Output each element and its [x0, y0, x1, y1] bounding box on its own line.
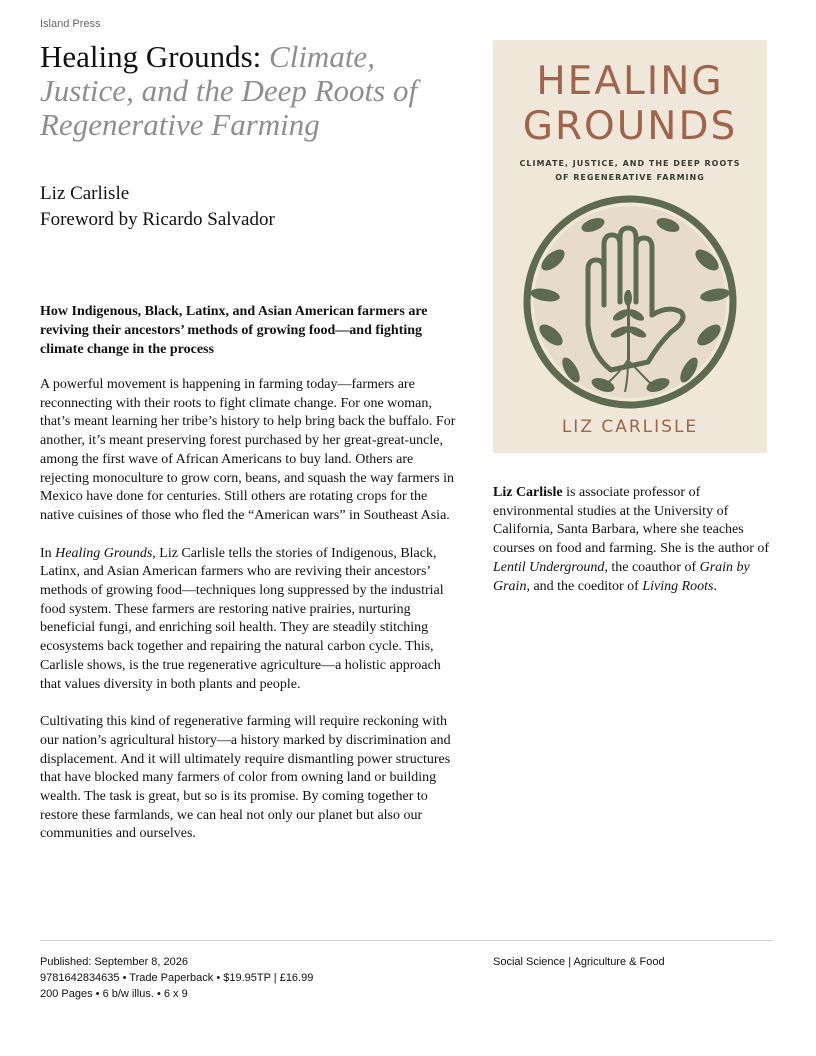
cover-art-circle: [527, 199, 733, 405]
bio-author-name: Liz Carlisle: [493, 485, 563, 500]
title-subtitle: Climate, Justice, and the Deep Roots of Regenerative Farming: [40, 39, 418, 142]
foreword-credit: Foreword by Ricardo Salvador: [40, 209, 275, 230]
cover-subtitle-line1: CLIMATE, JUSTICE, AND THE DEEP ROOTS: [519, 159, 741, 168]
cover-title-line1: HEALING: [536, 59, 724, 104]
book-cover: [493, 40, 767, 453]
author-bio: Liz Carlisle is associate professor of environmental studies at the University of California, Santa Barbara, where she teaches courses on food and farming. She is the author of Lentil Underground, the coauthor of Grain by Grain, and the coeditor of Living Roots.: [493, 485, 770, 594]
bio-book-3: Living Roots: [642, 578, 714, 594]
description-paragraph-3: Cultivating this kind of regenerative farming will require reckoning with our nation’s agricultural history—a history marked by discrimination and displacement. And it will ultimately require dismantling power structures that have blocked many farmers of color from owning land or building wealth. The task is great, but so is its promise. By coming together to restore these farmlands, we can heal not only our planet but also our communities and ourselves.: [40, 714, 451, 842]
isbn-format-price: 9781642834635 • Trade Paperback • $19.95TP | £16.99: [40, 972, 314, 984]
publication-details: [40, 954, 313, 1002]
author-block: [40, 181, 275, 233]
author-name: Liz Carlisle: [40, 183, 130, 204]
subject-categories: Social Science | Agriculture & Food: [493, 956, 665, 968]
bio-book-2: Grain by Grain,: [493, 559, 750, 594]
description: [40, 376, 460, 863]
cover-author: LIZ CARLISLE: [561, 417, 699, 437]
publication-date: Published: September 8, 2026: [40, 956, 188, 968]
description-paragraph-2: In Healing Grounds, Liz Carlisle tells the stories of Indigenous, Black, Latinx, and Asian American farmers who are reviving their ancestors’ methods of growing food—techniques long suppressed by the industrial food system. These farmers are restoring native prairies, nurturing beneficial fungi, and enriching soil health. They are steadily stitching ecosystems back together and repairing the natural carbon cycle. This, Carlisle shows, is the true regenerative agriculture—a holistic approach that values diversity in both plants and people.: [40, 545, 444, 692]
footer-divider: [40, 940, 773, 941]
page-count: 200 Pages • 6 b/w illus. • 6 x 9: [40, 988, 188, 1000]
tagline: How Indigenous, Black, Latinx, and Asian American farmers are reviving their ancestors’ methods of growing food—and fighting climate change in the process: [40, 304, 428, 357]
bio-book-1: Lentil Underground,: [493, 559, 608, 575]
book-title: [40, 40, 460, 142]
cover-title-line2: GROUNDS: [522, 104, 738, 149]
description-paragraph-1: A powerful movement is happening in farming today—farmers are reconnecting with their roots to fight climate change. For one woman, that’s meant learning her tribe’s history to help bring back the buffalo. For another, it’s meant preserving forest purchased by her great-great-uncle, among the first wave of African Americans to buy land. Others are rejecting monoculture to grow corn, beans, and squash the way farmers in Mexico have done for centuries. Still others are rotating crops for the native cuisines of those who fled the “American wars” in Southeast Asia.: [40, 377, 456, 523]
book-title-reference: Healing Grounds: [55, 545, 153, 561]
title-main: Healing Grounds:: [40, 39, 262, 74]
cover-subtitle-line2: OF REGENERATIVE FARMING: [555, 173, 705, 182]
publisher-name: Island Press: [40, 18, 101, 30]
